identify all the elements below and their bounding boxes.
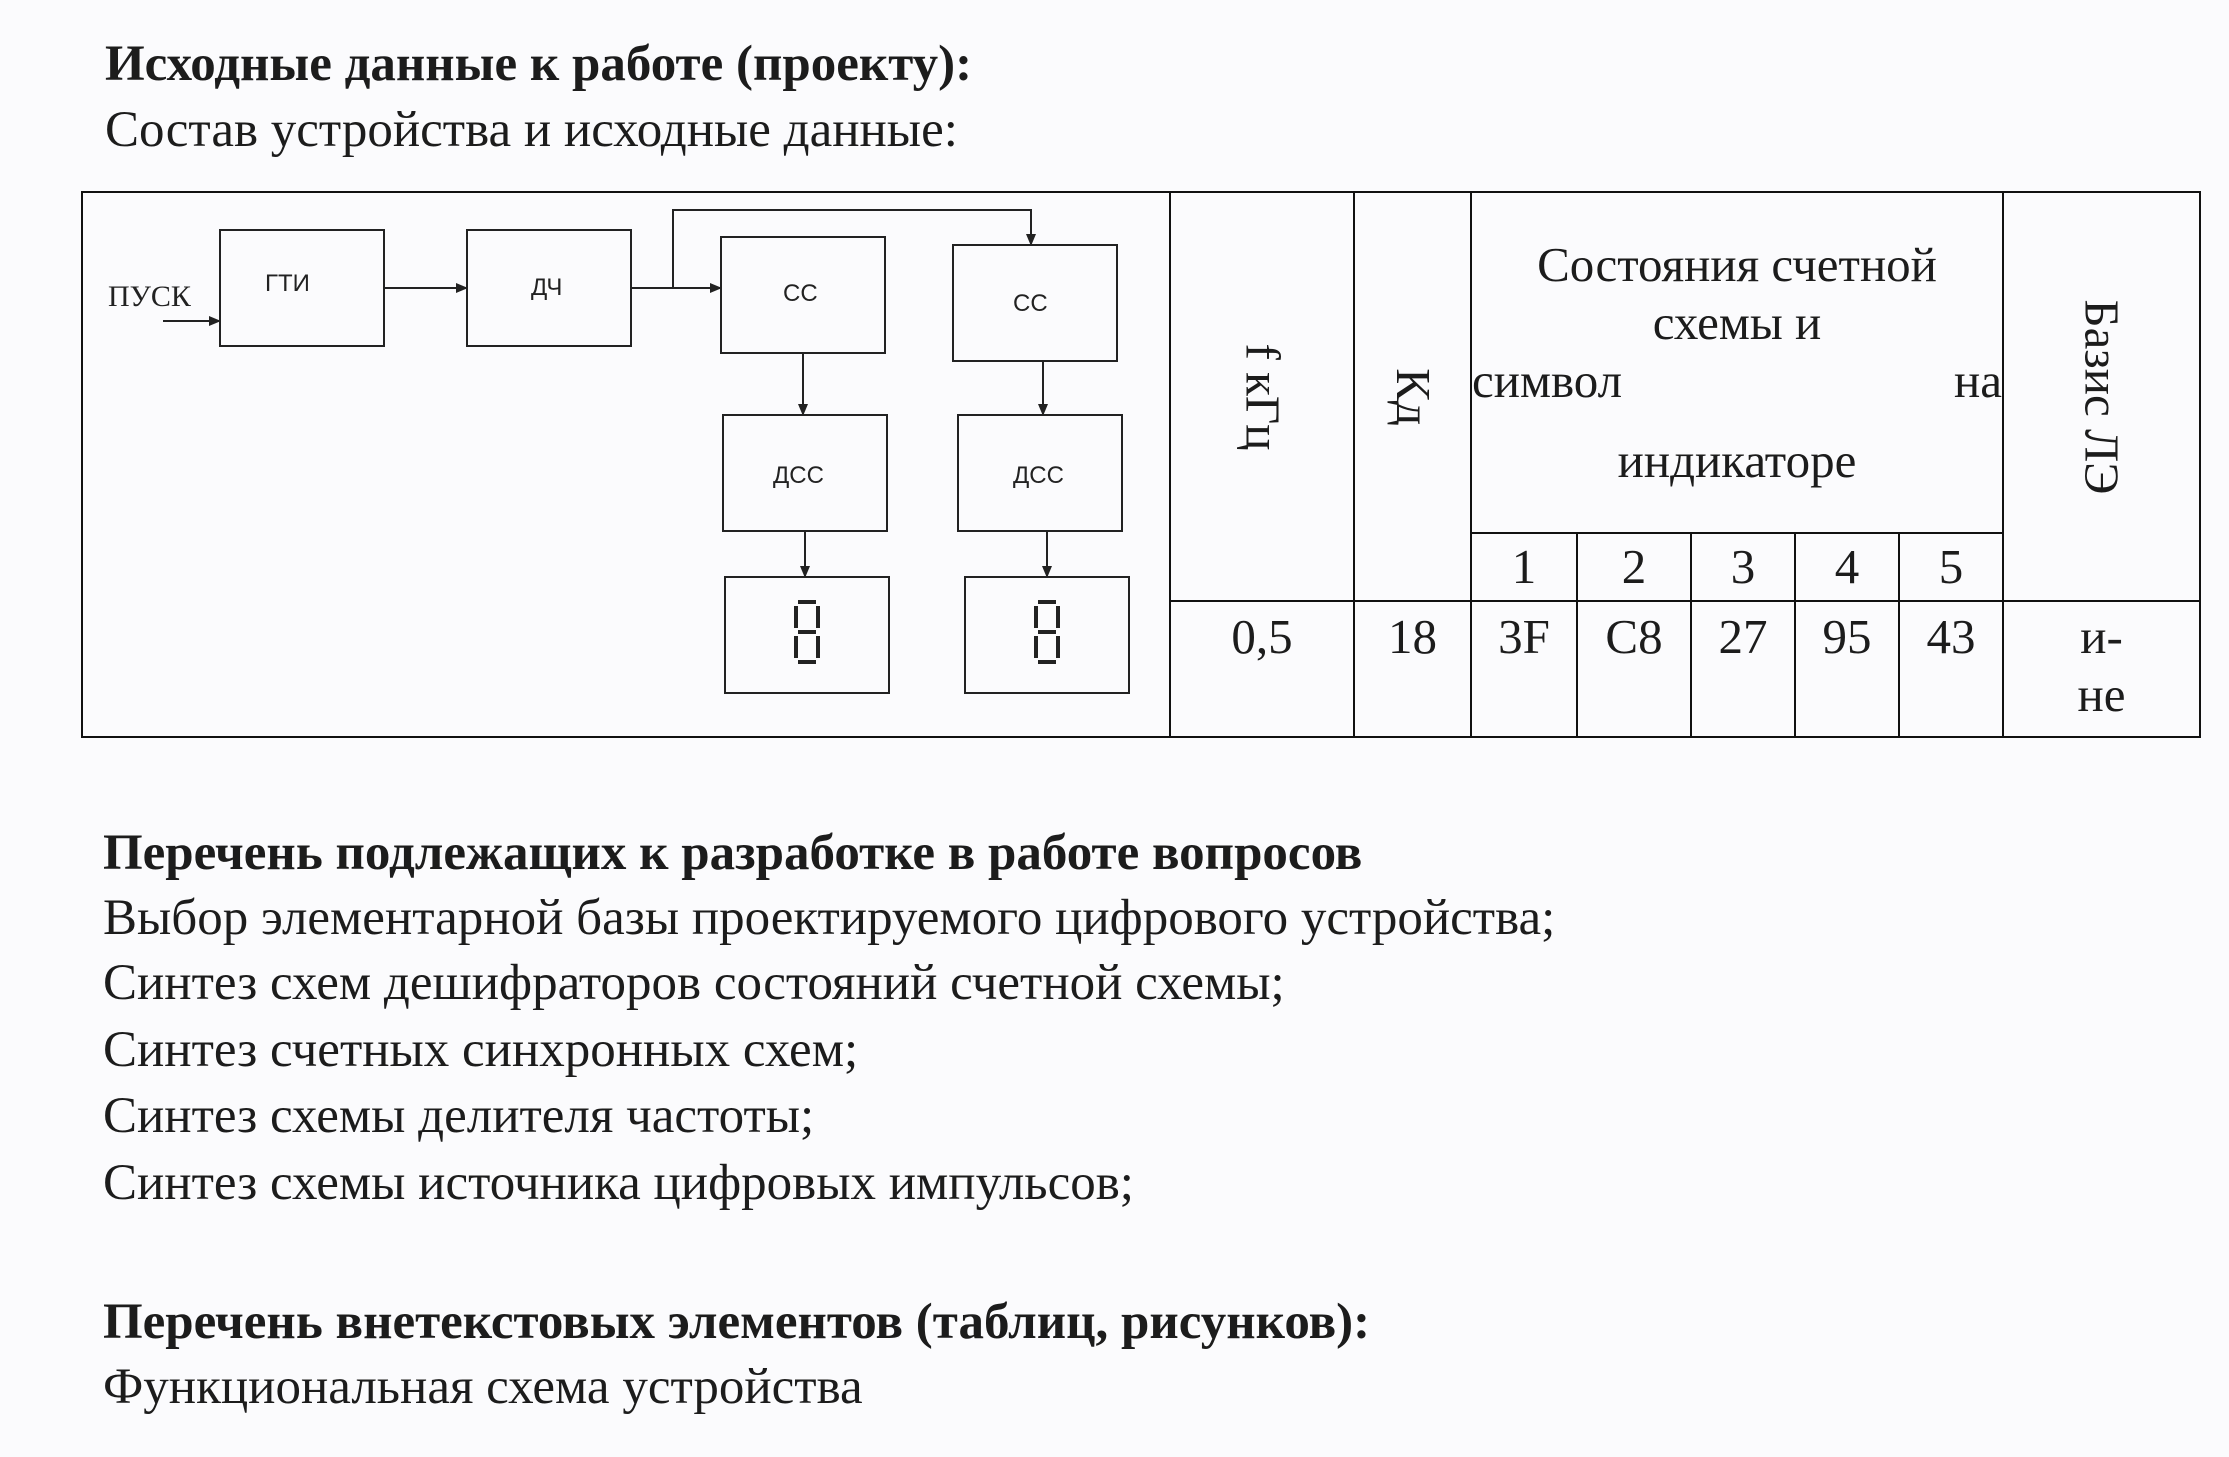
state-number-cell: 1 [1471, 533, 1577, 601]
functional-diagram-cell [82, 192, 1170, 737]
section-heading-initial-data: Исходные данные к работе (проекту): [105, 36, 973, 92]
state-value-cell: 95 [1795, 601, 1899, 737]
dss2-label: ДСС [1013, 462, 1064, 489]
gti-label: ГТИ [265, 270, 310, 297]
states-header-line4: индикаторе [1617, 432, 1857, 488]
state-number-cell: 4 [1795, 533, 1899, 601]
states-header-symbol: символ [1472, 352, 1623, 408]
frequency-header [1170, 192, 1354, 601]
logic-basis-value-line2: не [2077, 667, 2126, 722]
logic-basis-value [2003, 601, 2200, 737]
state-number-cell: 2 [1577, 533, 1691, 601]
logic-basis-label: Базис ЛЭ [2074, 298, 2130, 495]
ss1-label: СС [783, 280, 818, 307]
logic-basis-value-line1: и- [2080, 609, 2123, 664]
task-item: Синтез схемы делителя частоты; [103, 1088, 815, 1144]
state-value-cell: 27 [1691, 601, 1795, 737]
states-header-line1: Состояния счетной [1537, 236, 1937, 292]
division-coefficient-label: Кд [1385, 367, 1441, 426]
division-coefficient-value: 18 [1354, 601, 1471, 737]
states-header-line2: схемы и [1652, 294, 1822, 350]
start-label: ПУСК [108, 280, 191, 313]
seven-segment-icon [796, 602, 818, 662]
indicator1-block [725, 577, 889, 693]
state-value-cell: C8 [1577, 601, 1691, 737]
indicator2-block [965, 577, 1129, 693]
division-coefficient-header [1354, 192, 1471, 601]
ss2-label: СС [1013, 290, 1048, 317]
state-number-cell: 5 [1899, 533, 2003, 601]
states-header-line3 [1472, 352, 2002, 410]
state-value-cell: 43 [1899, 601, 2003, 737]
state-value-cell: 3F [1471, 601, 1577, 737]
logic-basis-header [2003, 192, 2200, 601]
initial-data-table [81, 191, 2201, 738]
state-number-cell: 3 [1691, 533, 1795, 601]
dss1-label: ДСС [773, 462, 824, 489]
counter-states-header [1471, 192, 2003, 533]
task-item: Выбор элементарной базы проектируемого цифрового устройства; [103, 890, 1556, 946]
states-header-on: на [1954, 352, 2002, 408]
subheading-device-composition: Состав устройства и исходные данные: [105, 102, 958, 158]
functional-diagram [83, 193, 1171, 740]
frequency-value: 0,5 [1170, 601, 1354, 737]
task-item: Синтез схем дешифраторов состояний счетной схемы; [103, 955, 1285, 1011]
task-item: Синтез счетных синхронных схем; [103, 1022, 859, 1078]
task-item: Синтез схемы источника цифровых импульсов; [103, 1155, 1134, 1211]
dch-label: ДЧ [531, 274, 563, 301]
figure-item: Функциональная схема устройства [103, 1359, 863, 1415]
seven-segment-icon [1036, 602, 1058, 662]
section-heading-figures: Перечень внетекстовых элементов (таблиц, рисунков): [103, 1294, 1371, 1350]
section-heading-tasks: Перечень подлежащих к разработке в работе вопросов [103, 825, 1363, 881]
frequency-header-label: f кГц [1235, 343, 1290, 450]
